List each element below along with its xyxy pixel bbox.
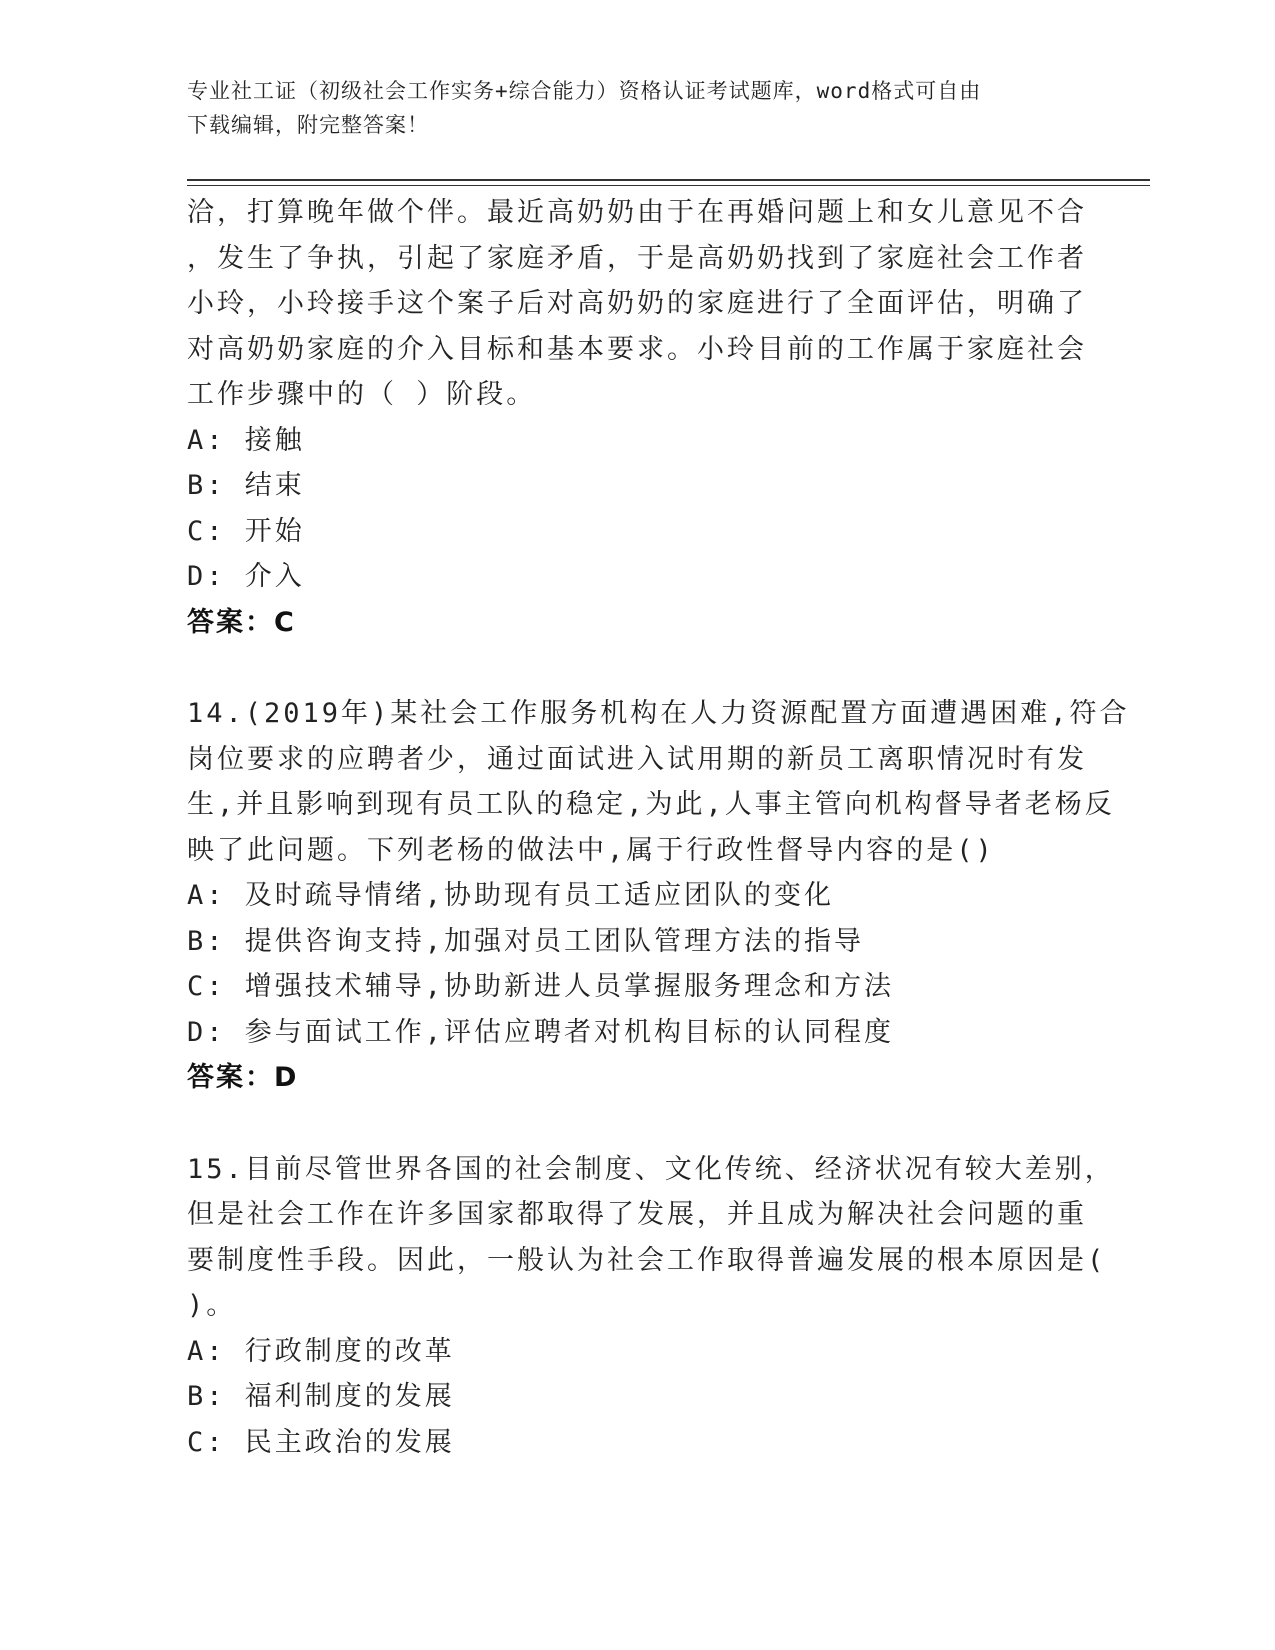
option-c: C: 开始 — [187, 515, 305, 547]
header-divider — [187, 179, 1150, 181]
spacer — [187, 645, 1087, 691]
question-stem-line: 对高奶奶家庭的介入目标和基本要求。小玲目前的工作属于家庭社会 — [187, 333, 1087, 365]
question-13 — [187, 190, 1087, 645]
option-a: A: 行政制度的改革 — [187, 1335, 455, 1367]
question-stem-line: 15.目前尽管世界各国的社会制度、文化传统、经济状况有较大差别， — [187, 1153, 1115, 1185]
question-stem-line: 但是社会工作在许多国家都取得了发展，并且成为解决社会问题的重 — [187, 1199, 1087, 1230]
option-b: B: 提供咨询支持,加强对员工团队管理方法的指导 — [187, 925, 865, 957]
question-stem-line: 生,并且影响到现有员工队的稳定,为此,人事主管向机构督导者老杨反 — [187, 789, 1115, 820]
option-b: B: 福利制度的发展 — [187, 1381, 455, 1412]
question-stem-line: 工作步骤中的（ ）阶段。 — [187, 379, 537, 410]
question-stem-line: 映了此问题。下列老杨的做法中,属于行政性督导内容的是() — [187, 834, 995, 866]
page-header — [187, 74, 1087, 142]
option-c: C: 增强技术辅导,协助新进人员掌握服务理念和方法 — [187, 971, 895, 1002]
option-d: D: 介入 — [187, 561, 305, 592]
question-stem-line: 岗位要求的应聘者少，通过面试进入试用期的新员工离职情况时有发 — [187, 743, 1087, 775]
question-15 — [187, 1147, 1115, 1466]
header-divider-thin — [187, 185, 1150, 186]
question-list — [187, 190, 1130, 1465]
answer-line: 答案：D — [187, 1062, 299, 1093]
option-c: C: 民主政治的发展 — [187, 1426, 455, 1458]
question-stem-line: 要制度性手段。因此，一般认为社会工作取得普遍发展的根本原因是( — [187, 1244, 1107, 1276]
question-stem-line: 小玲，小玲接手这个案子后对高奶奶的家庭进行了全面评估，明确了 — [187, 288, 1087, 319]
question-stem-line: )。 — [187, 1290, 237, 1321]
answer-line: 答案：C — [187, 606, 296, 638]
question-stem-line: 洽，打算晚年做个伴。最近高奶奶由于在再婚问题上和女儿意见不合 — [187, 197, 1087, 228]
option-d: D: 参与面试工作,评估应聘者对机构目标的认同程度 — [187, 1016, 895, 1048]
option-a: A: 及时疏导情绪,协助现有员工适应团队的变化 — [187, 880, 835, 911]
spacer — [187, 1101, 1087, 1147]
header-line: 下载编辑，附完整答案！ — [187, 113, 429, 137]
question-14 — [187, 691, 1130, 1101]
option-a: A: 接触 — [187, 424, 305, 456]
question-stem-line: 14.(2019年)某社会工作服务机构在人力资源配置方面遭遇困难,符合 — [187, 698, 1130, 729]
question-stem-line: ，发生了争执，引起了家庭矛盾，于是高奶奶找到了家庭社会工作者 — [187, 242, 1087, 274]
option-b: B: 结束 — [187, 470, 305, 501]
header-line: 专业社工证（初级社会工作实务+综合能力）资格认证考试题库，word格式可自由 — [187, 79, 982, 103]
